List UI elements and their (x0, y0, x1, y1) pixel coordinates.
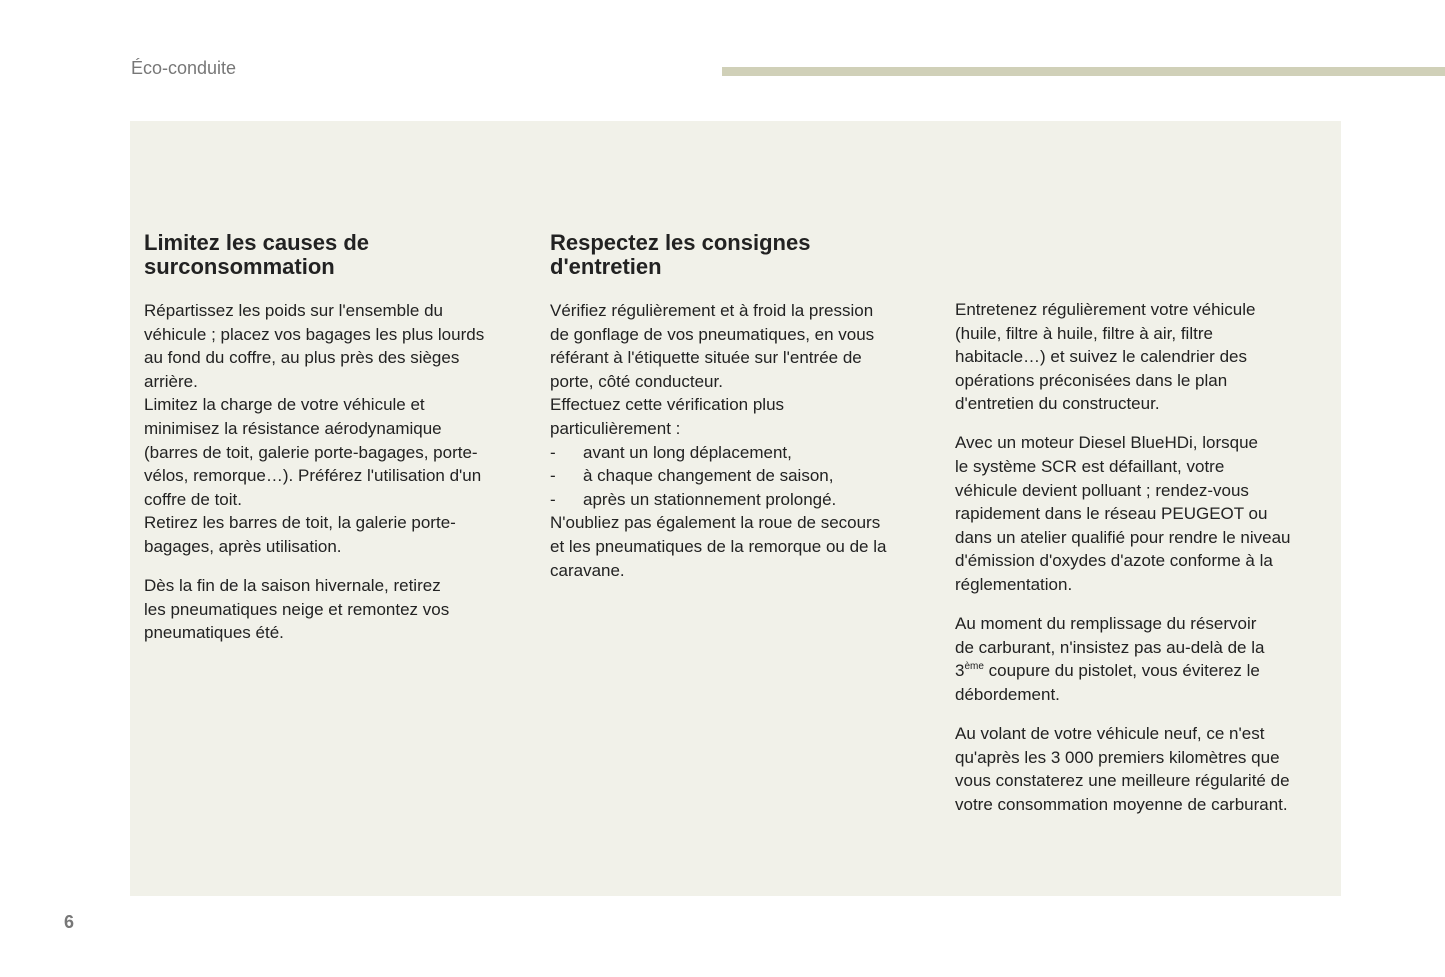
header-bar (722, 67, 1445, 76)
list-item-text: à chaque changement de saison, (583, 466, 834, 486)
column-right (955, 298, 1335, 832)
dash: - (550, 489, 556, 509)
list-item (550, 441, 920, 465)
column-overconsumption (144, 231, 514, 660)
column-maintenance (550, 231, 920, 598)
paragraph: Au volant de votre véhicule neuf, ce n'est qu'après les 3 000 premiers kilomètres que vous constaterez une meilleure régularité de votre consommation moyenne de carburant. (955, 724, 1290, 814)
dash: - (550, 466, 556, 486)
paragraph: Dès la fin de la saison hivernale, retirez les pneumatiques neige et remontez vos pneumatiques été. (144, 576, 450, 643)
heading-overconsumption: Limitez les causes de surconsommation (144, 230, 369, 279)
text: coupure du pistolet, vous éviterez le débordement. (955, 661, 1260, 704)
paragraph: Entretenez régulièrement votre véhicule (huile, filtre à huile, filtre à air, filtre habitacle…) et suivez le calendrier des opérations préconisées dans le plan d'entretien du constructeur. (955, 300, 1256, 414)
list-item (550, 488, 920, 512)
list-item-text: après un stationnement prolongé. (583, 489, 837, 509)
heading-maintenance: Respectez les consignes d'entretien (550, 230, 811, 279)
list-item (550, 464, 920, 488)
paragraph (955, 612, 1335, 706)
paragraph: N'oubliez pas également la roue de secours et les pneumatiques de la remorque ou de la caravane. (550, 513, 887, 580)
dash: - (550, 442, 556, 462)
paragraph: Vérifiez régulièrement et à froid la pression de gonflage de vos pneumatiques, en vous référant à l'étiquette située sur l'entrée de porte, côté conducteur. Effectuez cette vérification plus particulièrement : (550, 301, 875, 438)
superscript: ème (964, 661, 984, 673)
paragraph: Avec un moteur Diesel BlueHDi, lorsque le système SCR est défaillant, votre véhicule devient polluant ; rendez-vous rapidement dans le réseau PEUGEOT ou dans un atelier qualifié pour rendre le niveau d'émission d'oxydes d'azote conforme à la réglementation. (955, 433, 1291, 595)
section-title: Éco-conduite (131, 58, 237, 78)
list-item-text: avant un long déplacement, (583, 442, 792, 462)
text: Au moment du remplissage du réservoir de carburant, n'insistez pas au-delà de la 3 (955, 614, 1265, 681)
page-number: 6 (64, 912, 75, 932)
paragraph: Répartissez les poids sur l'ensemble du véhicule ; placez vos bagages les plus lourds au fond du coffre, au plus près des sièges arrière. Limitez la charge de votre véhicule et minimisez la résistance aérodynamique (barres de toit, galerie porte-bagages, porte- vélos, remorque…). Préférez l'utilisation d'un coffre de toit. Retirez les barres de toit, la galerie porte- bagages, après utilisation. (144, 301, 485, 556)
